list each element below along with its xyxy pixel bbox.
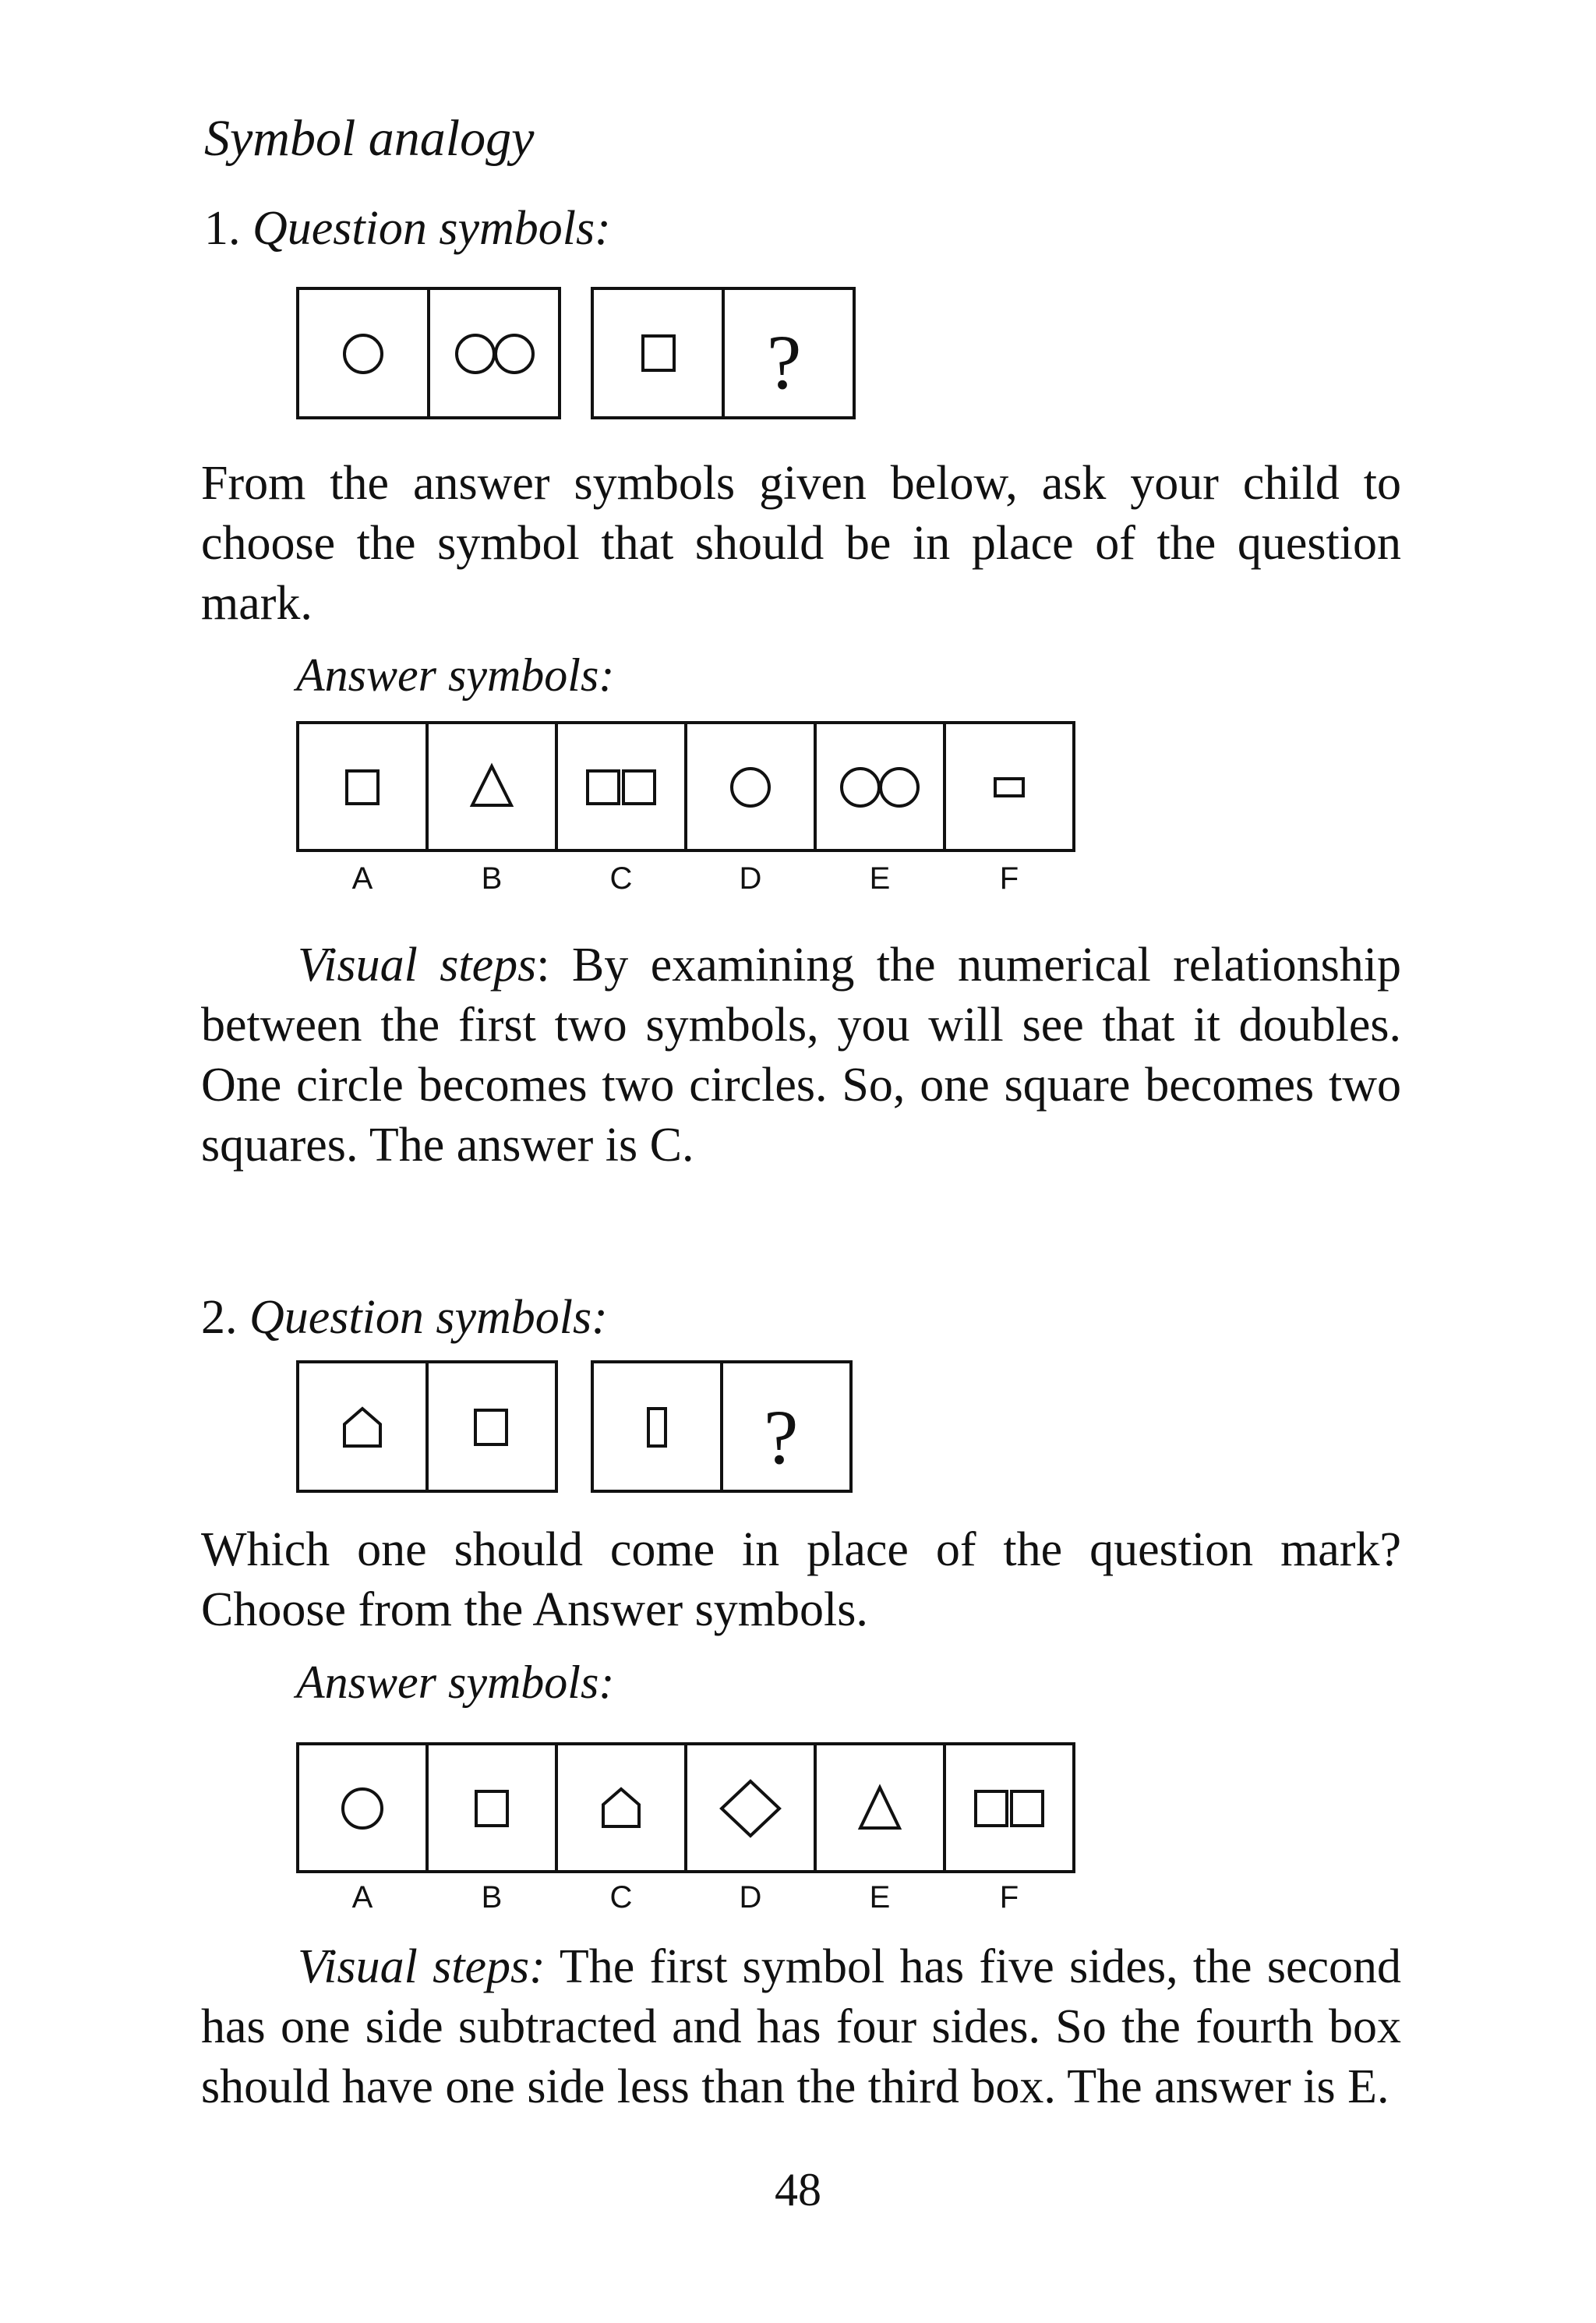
q1-question-box-3	[592, 288, 723, 418]
q1-answer-label: Answer symbols:	[296, 649, 615, 701]
two-circles-icon	[842, 769, 918, 806]
square-icon	[643, 336, 674, 370]
house-pentagon-icon	[344, 1409, 380, 1446]
question-mark-icon: ?	[767, 319, 802, 405]
triangle-icon	[472, 766, 511, 805]
q2-question-label: Question symbols:	[249, 1291, 608, 1344]
answer-letter: E	[869, 1880, 891, 1915]
visual-steps-text: : By examining the numerical relationship between the first two symbols, you will see that it doubles. One circle becomes two circles. So, one square becomes two squares. The answer is C.	[201, 939, 1401, 1172]
answer-letter: B	[481, 861, 503, 896]
q2-answer-box-c	[556, 1744, 686, 1872]
two-circles-icon	[457, 335, 533, 373]
page-number: 48	[775, 2164, 821, 2215]
diamond-icon	[722, 1781, 779, 1836]
q1-instruction: From the answer symbols given below, ask your child to choose the symbol that should be in place of the question mark.	[201, 457, 1401, 630]
q1-answer-symbols	[296, 721, 1079, 854]
q1-answer-box-f	[945, 723, 1074, 850]
q2-answer-box-a	[298, 1744, 427, 1872]
answer-letter: A	[351, 861, 373, 896]
square-icon	[476, 1791, 507, 1826]
q1-visual-steps	[201, 935, 1401, 1176]
flat-rectangle-icon	[995, 779, 1023, 796]
answer-letter: D	[739, 1880, 762, 1915]
q1-answer-letters	[298, 861, 1077, 900]
q1-answer-box-b	[427, 723, 556, 850]
q1-number: 1.	[204, 202, 241, 255]
circle-icon	[344, 335, 382, 373]
q2-answer-box-b	[427, 1744, 556, 1872]
question-mark-icon: ?	[764, 1394, 799, 1480]
q1-answer-box-d	[686, 723, 815, 850]
answer-letter: F	[999, 1880, 1019, 1915]
circle-icon	[343, 1789, 382, 1828]
answer-letter: A	[351, 1880, 373, 1915]
q2-question-box-3	[592, 1362, 722, 1491]
tall-rectangle-icon	[648, 1409, 666, 1446]
two-squares-icon	[588, 771, 655, 804]
q1-label	[204, 201, 611, 256]
q2-question-symbols	[296, 1360, 857, 1494]
square-icon	[347, 771, 378, 804]
visual-steps-text: The first symbol has five sides, the second has one side subtracted and has four sides. So the fourth box should have one side less than the third box. The answer is E.	[201, 1940, 1402, 2113]
q2-question-box-1	[298, 1362, 427, 1491]
section-heading: Symbol analogy	[204, 110, 535, 167]
q2-number: 2.	[201, 1291, 238, 1344]
q1-question-box-1	[298, 288, 429, 418]
q2-visual-steps	[201, 1937, 1401, 2117]
q2-answer-box-d	[686, 1744, 815, 1872]
answer-letter: D	[739, 861, 762, 896]
circle-icon	[732, 769, 769, 806]
answer-letter: B	[481, 1880, 503, 1915]
q2-answer-label: Answer symbols:	[296, 1657, 615, 1708]
q1-question-symbols	[296, 287, 857, 421]
q2-answer-box-f	[945, 1744, 1074, 1872]
triangle-icon	[860, 1787, 899, 1828]
answer-letter: C	[609, 1880, 633, 1915]
q2-instruction: Which one should come in place of the question mark? Choose from the Answer symbols.	[201, 1523, 1401, 1636]
square-icon	[475, 1410, 507, 1444]
two-squares-icon	[976, 1791, 1043, 1826]
q2-answer-box-e	[815, 1744, 945, 1872]
q2-label	[201, 1290, 608, 1345]
visual-steps-label: Visual steps:	[298, 1940, 546, 1993]
q1-answer-box-a	[298, 723, 427, 850]
q1-answer-box-c	[556, 723, 686, 850]
answer-letter: C	[609, 861, 633, 896]
q2-answer-symbols	[296, 1742, 1079, 1875]
answer-letter: E	[869, 861, 891, 896]
q1-question-label: Question symbols:	[252, 202, 611, 255]
q2-answer-letters	[298, 1880, 1077, 1919]
q2-question-box-2	[427, 1362, 556, 1491]
visual-steps-label: Visual steps	[298, 939, 537, 992]
answer-letter: F	[999, 861, 1019, 896]
house-pentagon-icon	[603, 1789, 639, 1826]
